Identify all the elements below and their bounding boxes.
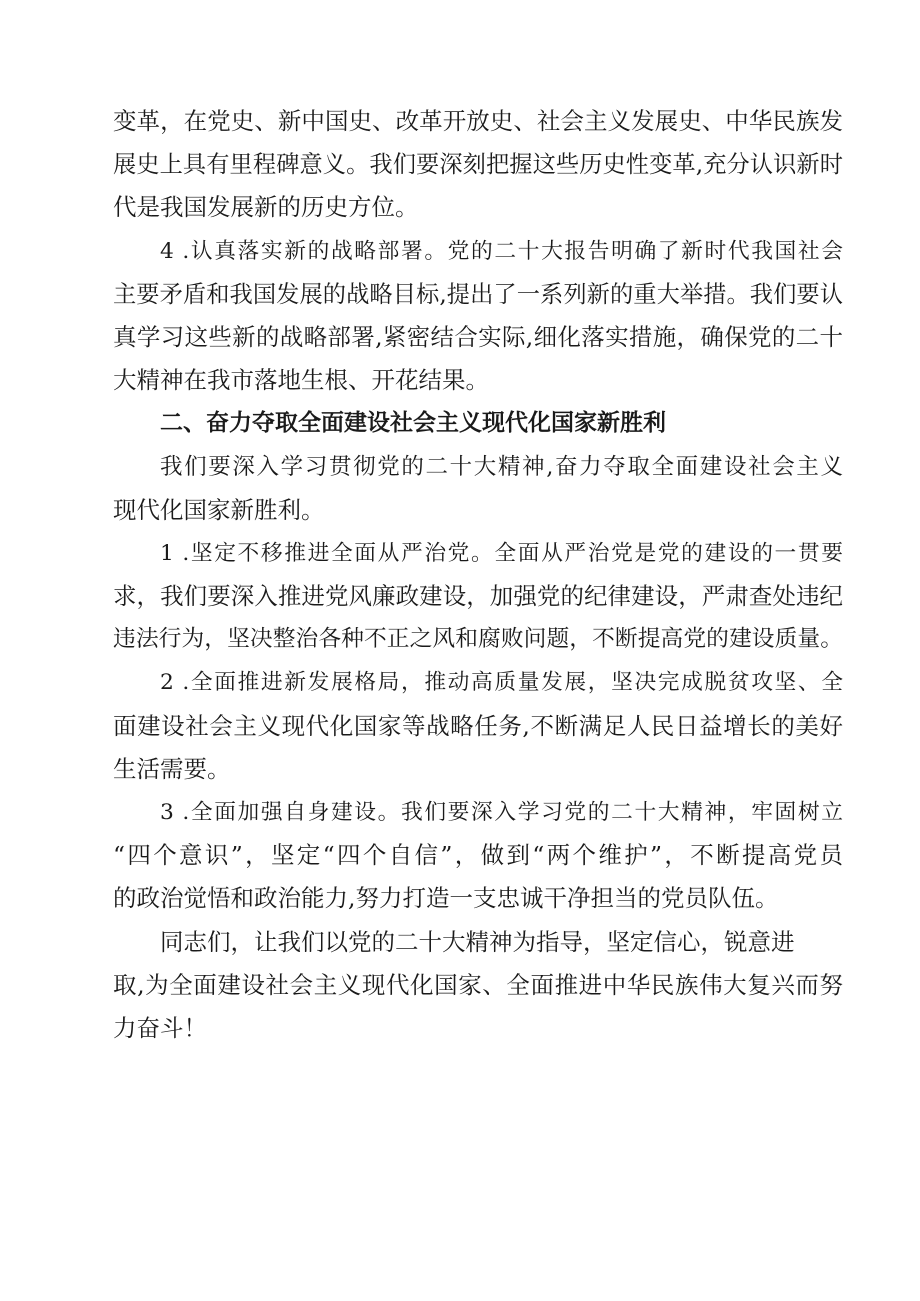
text-line: 4 .认真落实新的战略部署。党的二十大报告明确了新时代我国社会 xyxy=(160,238,843,264)
text-line: 2 .全面推进新发展格局，推动高质量发展，坚决完成脱贫攻坚、全 xyxy=(160,670,843,696)
paragraph-historic-changes xyxy=(113,100,843,230)
text-line: 3 .全面加强自身建设。我们要深入学习党的二十大精神，牢固树立 xyxy=(160,800,843,825)
section-heading xyxy=(113,402,843,445)
paragraph-strategic-deployment xyxy=(113,230,843,403)
text-line: 主要矛盾和我国发展的战略目标,提出了一系列新的重大举措。我们要认 xyxy=(113,280,843,308)
text-line: 现代化国家新胜利。 xyxy=(113,495,325,524)
text-line: 取,为全面建设社会主义现代化国家、全面推进中华民族伟大复兴而努 xyxy=(113,970,843,999)
text-line: 展史上具有里程碑意义。我们要深刻把握这些历史性变革,充分认识新时 xyxy=(113,151,843,179)
text-line: 大精神在我市落地生根、开花结果。 xyxy=(113,366,489,395)
text-line: 我们要深入学习贯彻党的二十大精神,奋力夺取全面建设社会主义 xyxy=(160,453,843,480)
text-line: 的政治觉悟和政治能力,努力打造一支忠诚干净担当的党员队伍。 xyxy=(113,884,779,913)
text-line: 同志们，让我们以党的二十大精神为指导，坚定信心，锐意进 xyxy=(160,927,795,956)
text-line: 违法行为，坚决整治各种不正之风和腐败问题，不断提高党的建设质量。 xyxy=(113,626,843,653)
paragraph-development-pattern xyxy=(113,661,843,791)
paragraph-party-discipline xyxy=(113,532,843,662)
text-line: 1 .坚定不移推进全面从严治党。全面从严治党是党的建设的一贯要 xyxy=(160,540,843,566)
text-line: 面建设社会主义现代化国家等战略任务,不断满足人民日益增长的美好 xyxy=(113,711,843,740)
text-line: 生活需要。 xyxy=(113,754,231,783)
paragraph-self-building xyxy=(113,791,843,921)
text-line: 变革，在党史、新中国史、改革开放史、社会主义发展史、中华民族发 xyxy=(113,107,843,135)
text-line: 求，我们要深入推进党风廉政建设，加强党的纪律建设，严肃查处违纪 xyxy=(113,582,843,611)
paragraph-section-intro xyxy=(113,446,843,532)
text-line: “四个意识”，坚定“四个自信”，做到“两个维护”，不断提高党员 xyxy=(113,841,843,870)
text-line: 真学习这些新的战略部署,紧密结合实际,细化落实措施，确保党的二十 xyxy=(113,322,843,351)
text-line: 力奋斗！ xyxy=(113,1013,207,1042)
heading-text: 二、奋力夺取全面建设社会主义现代化国家新胜利 xyxy=(160,410,666,437)
document-page xyxy=(113,100,843,1050)
paragraph-closing xyxy=(113,921,843,1051)
text-line: 代是我国发展新的历史方位。 xyxy=(113,193,419,222)
